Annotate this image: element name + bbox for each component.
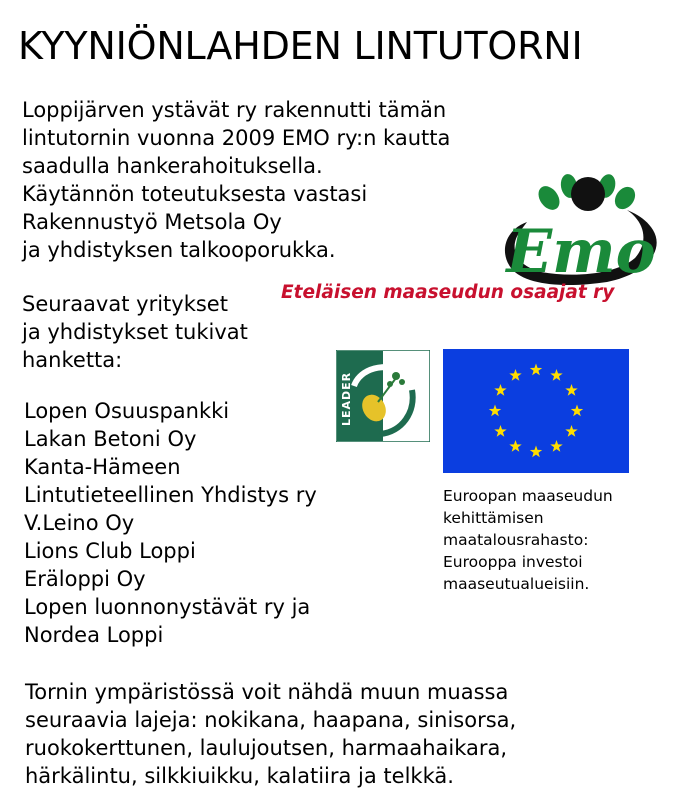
intro-line: saadulla hankerahoituksella.: [22, 154, 323, 178]
intro-line: ja yhdistyksen talkooporukka.: [22, 238, 336, 262]
sponsor-item: Lopen luonnonystävät ry ja: [24, 595, 311, 619]
sponsor-item: Nordea Loppi: [24, 623, 164, 647]
sponsor-item: Lions Club Loppi: [24, 539, 196, 563]
sponsor-list: [24, 397, 317, 649]
species-line: seuraavia lajeja: nokikana, haapana, sinisorsa,: [25, 708, 517, 732]
intro-line: lintutornin vuonna 2009 EMO ry:n kautta: [22, 126, 451, 150]
eu-caption-line: maaseutualueisiin.: [443, 575, 590, 593]
support-line: ja yhdistykset tukivat: [22, 320, 248, 344]
support-line: hanketta:: [22, 348, 123, 372]
sponsor-item: Lopen Osuuspankki: [24, 399, 230, 423]
page-title: KYYNIÖNLAHDEN LINTUTORNI: [18, 24, 583, 68]
intro-line: Rakennustyö Metsola Oy: [22, 210, 282, 234]
sponsor-item: V.Leino Oy: [24, 511, 135, 535]
intro-line: Käytännön toteutuksesta vastasi: [22, 182, 368, 206]
intro-text: [22, 96, 450, 264]
sponsor-item: Eräloppi Oy: [24, 567, 146, 591]
sponsor-item: Lakan Betoni Oy: [24, 427, 197, 451]
eu-caption-line: Euroopan maaseudun: [443, 487, 613, 505]
emo-logo: [497, 170, 662, 290]
species-line: härkälintu, silkkiuikku, kalatiira ja telkkä.: [25, 764, 454, 788]
species-line: Tornin ympäristössä voit nähdä muun muassa: [25, 680, 509, 704]
sponsor-item: Lintutieteellinen Yhdistys ry: [24, 483, 317, 507]
eu-caption-line: Eurooppa investoi: [443, 553, 583, 571]
emo-tagline: Eteläisen maaseudun osaajat ry: [281, 282, 615, 303]
support-line: Seuraavat yritykset: [22, 292, 228, 316]
eu-caption-line: maatalousrahasto:: [443, 531, 589, 549]
support-intro: [22, 290, 248, 374]
sponsor-item: Kanta-Hämeen: [24, 455, 181, 479]
species-text: [25, 678, 516, 790]
eu-flag: [443, 349, 629, 473]
leader-logo: [336, 350, 430, 442]
emo-wordmark: Emo: [506, 217, 656, 287]
eu-caption: [443, 485, 613, 595]
eu-caption-line: kehittämisen: [443, 509, 544, 527]
intro-line: Loppijärven ystävät ry rakennutti tämän: [22, 98, 447, 122]
leader-label: LEADER: [340, 371, 353, 426]
species-line: ruokokerttunen, laulujoutsen, harmaahaikara,: [25, 736, 508, 760]
